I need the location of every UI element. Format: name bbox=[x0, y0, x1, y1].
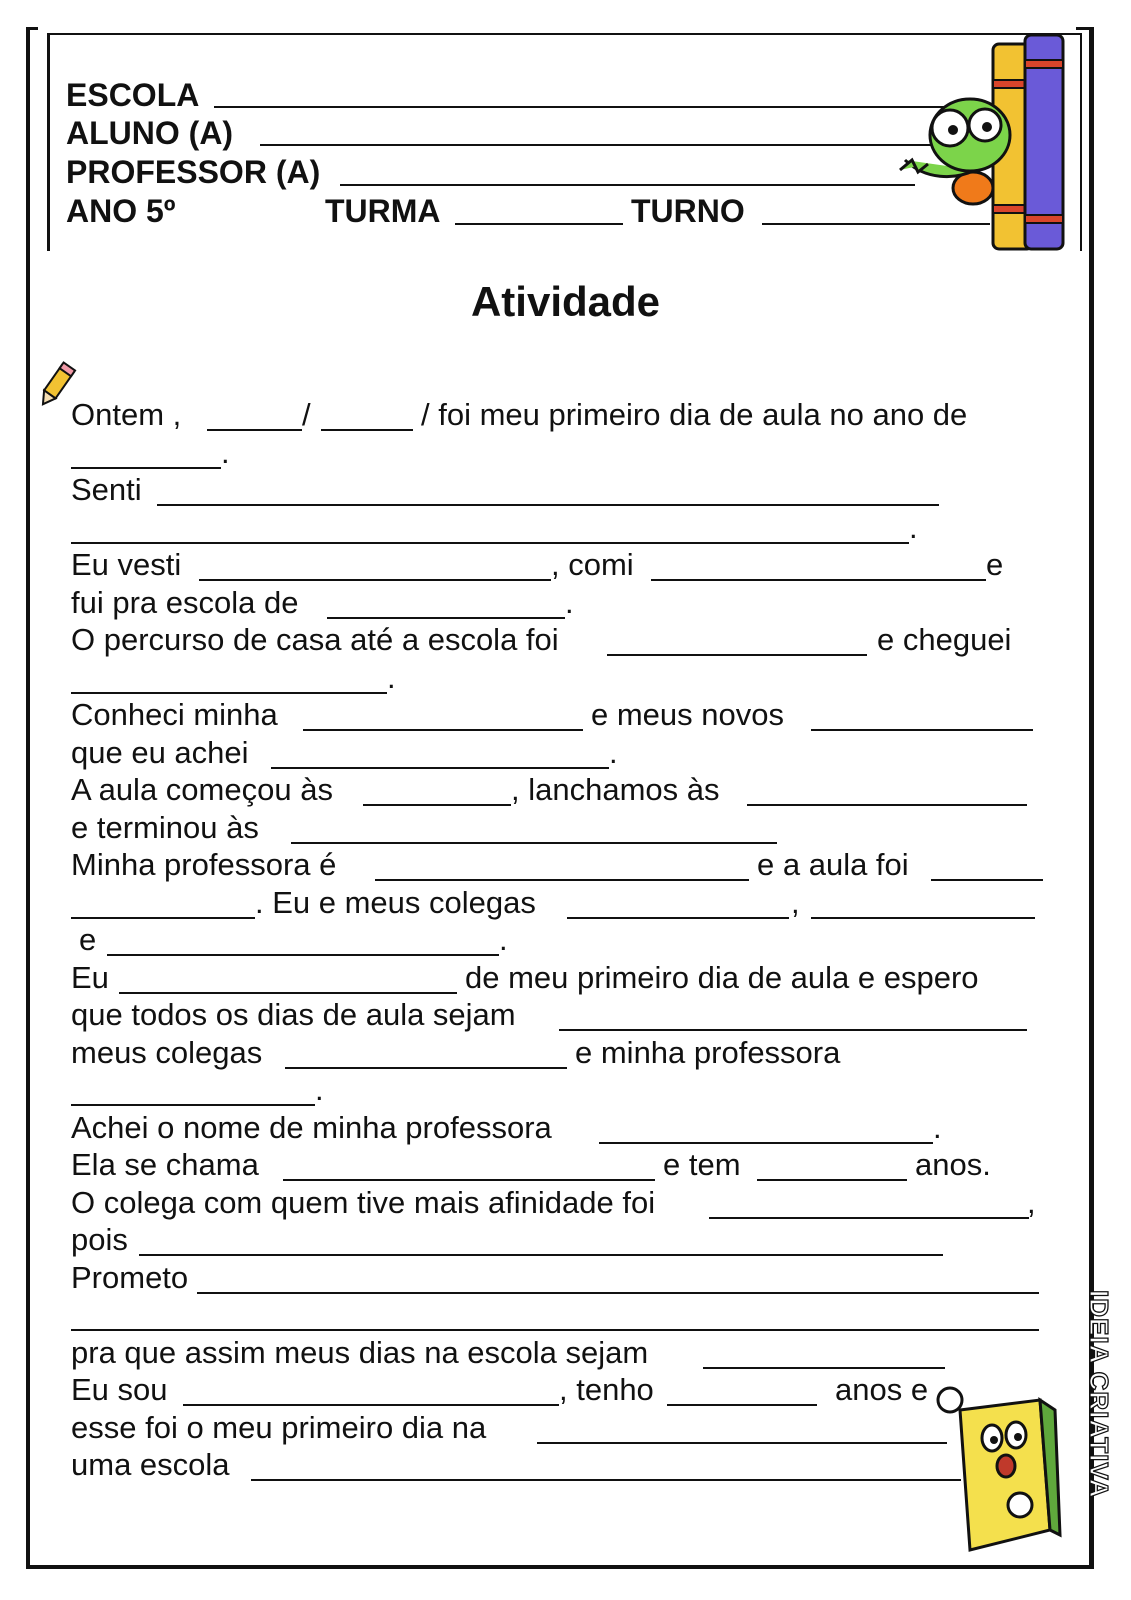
text-line-7: O percurso de casa até a escola foi e cheguei bbox=[71, 622, 1012, 657]
text-line-6: fui pra escola de . bbox=[71, 584, 574, 620]
aluno-label: ALUNO (A) bbox=[66, 115, 234, 151]
prometo-cont-blank[interactable] bbox=[71, 1329, 1039, 1331]
prometo-blank[interactable] bbox=[197, 1292, 1039, 1294]
novos-blank[interactable] bbox=[811, 729, 1033, 731]
ano-label: ANO 5º bbox=[66, 193, 176, 229]
uma-escola-blank[interactable] bbox=[251, 1479, 961, 1481]
books-worm-illustration bbox=[895, 30, 1070, 252]
text-line-1: Ontem , / / foi meu primeiro dia de aula no ano de bbox=[71, 397, 968, 432]
text-line-14: . Eu e meus colegas , bbox=[71, 884, 1071, 922]
nome-professora-blank[interactable] bbox=[599, 1142, 933, 1144]
text-line-27: Eu sou , tenho anos e bbox=[71, 1372, 929, 1407]
percurso-blank[interactable] bbox=[607, 654, 867, 656]
minha-professora-blank[interactable] bbox=[71, 1104, 315, 1106]
text-line-25 bbox=[71, 1296, 1071, 1334]
page-border-left bbox=[26, 27, 30, 1567]
text-line-5: Eu vesti , comi e bbox=[71, 547, 1004, 582]
pois-blank[interactable] bbox=[139, 1254, 943, 1256]
idade-professora-blank[interactable] bbox=[757, 1179, 907, 1181]
text-line-17: que todos os dias de aula sejam bbox=[71, 996, 1071, 1034]
text-line-11: A aula começou às , lanchamos às bbox=[71, 771, 1071, 809]
page-border-bottom bbox=[26, 1565, 1094, 1569]
turma-field[interactable] bbox=[455, 223, 623, 225]
text-line-9: Conheci minha e meus novos bbox=[71, 696, 1071, 734]
text-line-21: Ela se chama e tem anos. bbox=[71, 1147, 991, 1182]
comi-blank[interactable] bbox=[651, 579, 986, 581]
professor-field[interactable] bbox=[340, 184, 915, 186]
text-line-12: e terminou às bbox=[71, 809, 1071, 847]
day-blank[interactable] bbox=[207, 429, 302, 431]
aula-foi-cont-blank[interactable] bbox=[71, 917, 255, 919]
text-line-20: Achei o nome de minha professora . bbox=[71, 1109, 942, 1145]
text-line-22: O colega com quem tive mais afinidade foi , bbox=[71, 1184, 1036, 1220]
eu-blank[interactable] bbox=[119, 992, 457, 994]
ela-se-chama-blank[interactable] bbox=[283, 1179, 655, 1181]
aula-comecou-blank[interactable] bbox=[363, 804, 511, 806]
terminou-blank[interactable] bbox=[291, 842, 777, 844]
escola-de-blank[interactable] bbox=[327, 617, 565, 619]
text-line-19: . bbox=[71, 1071, 1071, 1109]
text-line-2: . bbox=[71, 434, 1071, 472]
colegas-blank-3[interactable] bbox=[107, 954, 499, 956]
page-title: Atividade bbox=[470, 278, 661, 325]
text-line-3: Senti bbox=[71, 471, 1071, 509]
tenho-blank[interactable] bbox=[667, 1404, 817, 1406]
lanchamos-blank[interactable] bbox=[747, 804, 1027, 806]
professor-label: PROFESSOR (A) bbox=[66, 154, 321, 190]
achei-blank[interactable] bbox=[271, 767, 609, 769]
eu-sou-blank[interactable] bbox=[183, 1404, 559, 1406]
month-blank[interactable] bbox=[321, 429, 413, 431]
professora-e-blank[interactable] bbox=[375, 879, 749, 881]
meus-colegas-blank[interactable] bbox=[285, 1067, 567, 1069]
aluno-field[interactable] bbox=[260, 144, 940, 146]
colegas-blank-2[interactable] bbox=[811, 917, 1035, 919]
text-line-18: meus colegas e minha professora bbox=[71, 1034, 841, 1070]
aula-foi-blank[interactable] bbox=[931, 879, 1043, 881]
escola-label: ESCOLA bbox=[66, 77, 200, 113]
dias-escola-blank[interactable] bbox=[703, 1367, 945, 1369]
escola-field[interactable] bbox=[214, 106, 949, 108]
text-line-24: Prometo bbox=[71, 1259, 1071, 1297]
text-line-28: esse foi o meu primeiro dia na bbox=[71, 1409, 1071, 1447]
text-line-10: que eu achei . bbox=[71, 734, 618, 770]
text-line-16: Eu de meu primeiro dia de aula e espero bbox=[71, 959, 979, 995]
watermark-text: IDEIA CRIATIVA bbox=[1084, 1290, 1114, 1499]
text-line-23: pois bbox=[71, 1221, 1071, 1259]
turma-label: TURMA bbox=[325, 193, 441, 229]
page-border-top-right bbox=[1076, 27, 1094, 30]
ideia-criativa-watermark bbox=[1060, 1290, 1114, 1520]
text-line-4: . bbox=[71, 509, 1071, 547]
text-line-8: . bbox=[71, 659, 1071, 697]
book-mascot-illustration bbox=[930, 1380, 1060, 1560]
vesti-blank[interactable] bbox=[199, 579, 551, 581]
afinidade-blank[interactable] bbox=[709, 1217, 1029, 1219]
senti-blank[interactable] bbox=[157, 504, 939, 506]
sejam-blank[interactable] bbox=[559, 1029, 1027, 1031]
text-line-29: uma escola bbox=[71, 1446, 1071, 1484]
cheguei-blank[interactable] bbox=[71, 692, 387, 694]
conheci-blank[interactable] bbox=[303, 729, 583, 731]
colegas-blank-1[interactable] bbox=[567, 917, 789, 919]
year-blank[interactable] bbox=[71, 467, 221, 469]
primeiro-dia-blank[interactable] bbox=[537, 1442, 947, 1444]
page-border-top-left bbox=[26, 27, 38, 30]
senti-cont-blank[interactable] bbox=[71, 542, 909, 544]
fill-in-text bbox=[71, 396, 1071, 1484]
turno-label: TURNO bbox=[631, 193, 745, 229]
text-line-15: e . bbox=[79, 922, 508, 957]
text-line-26: pra que assim meus dias na escola sejam bbox=[71, 1334, 1071, 1372]
text-line-13: Minha professora é e a aula foi bbox=[71, 846, 1071, 884]
